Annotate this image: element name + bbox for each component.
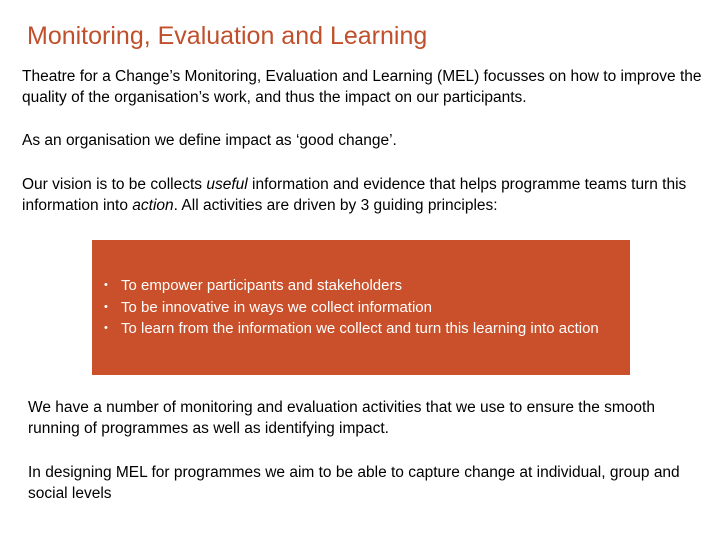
vision-text-part-1: Our vision is to be collects [22,176,207,193]
guiding-principles-box [92,240,630,375]
principle-text: To empower participants and stakeholders [121,277,402,294]
page-title: Monitoring, Evaluation and Learning [27,22,428,50]
impact-definition-paragraph: As an organisation we define impact as ‘good change’. [22,132,397,149]
principle-item [102,275,616,297]
vision-emphasis-useful: useful [206,176,248,193]
bullet-icon: • [104,300,108,313]
design-paragraph: In designing MEL for programmes we aim to be able to capture change at individual, group and social levels [28,464,680,502]
principle-item [102,297,616,319]
intro-paragraph: Theatre for a Change’s Monitoring, Evaluation and Learning (MEL) focusses on how to improve the quality of the organisation’s work, and thus the impact on our participants. [22,68,702,106]
bullet-icon: • [104,279,108,291]
vision-emphasis-action: action [132,197,174,214]
vision-text-part-3: . All activities are driven by 3 guiding principles: [173,197,498,214]
guiding-principles-list [102,275,616,340]
activities-paragraph: We have a number of monitoring and evaluation activities that we use to ensure the smooth running of programmes as well as identifying impact. [28,399,655,437]
bullet-icon: • [104,322,108,334]
principle-item [102,318,616,340]
principle-text: To learn from the information we collect and turn this learning into action [121,320,599,337]
vision-text-part-2: information and evidence that helps programme teams turn this information into [22,176,687,214]
vision-paragraph [22,174,702,216]
principle-text: To be innovative in ways we collect information [121,298,432,316]
